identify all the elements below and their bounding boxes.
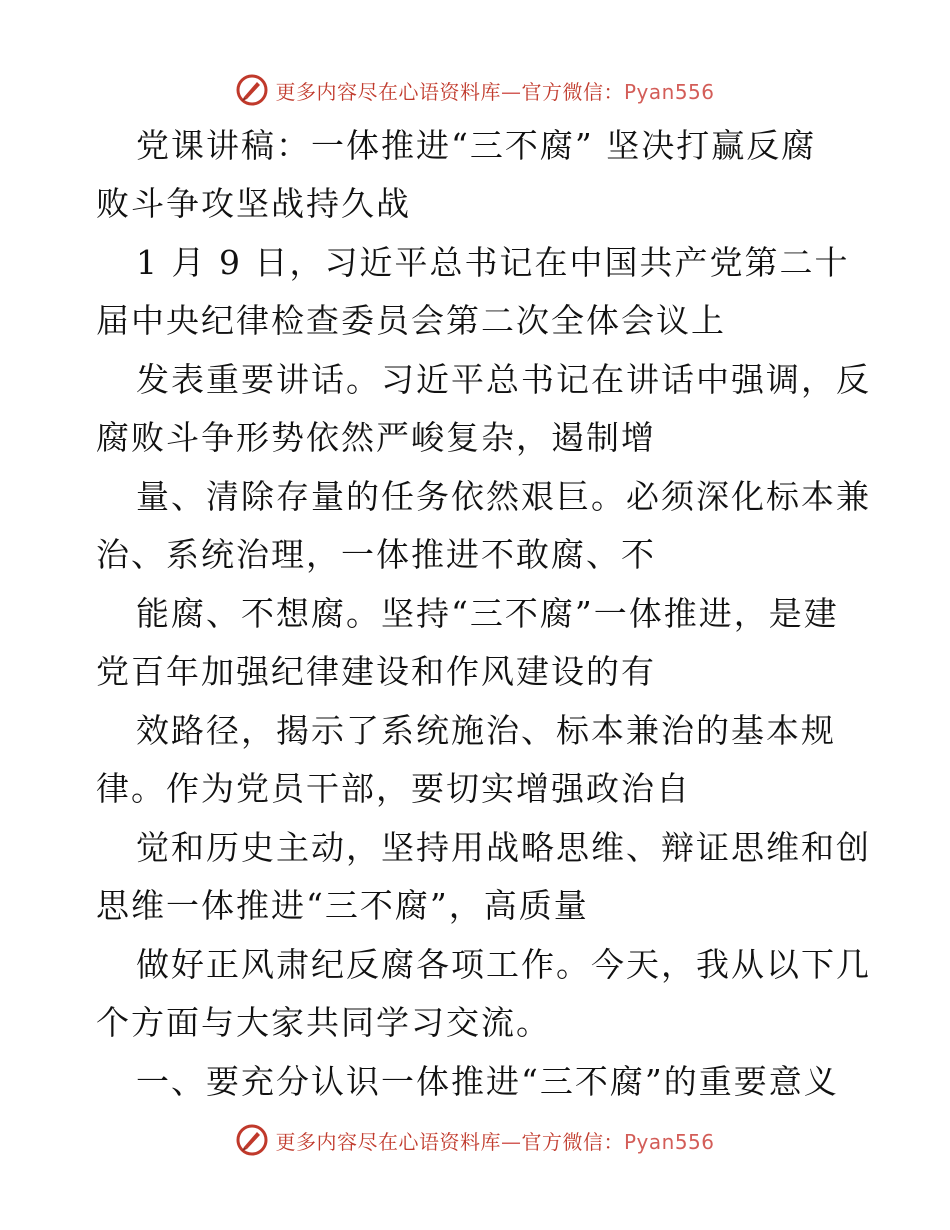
- watermark-text: [275, 1126, 714, 1155]
- document-text-line: 效路径，揭示了系统施治、标本兼治的基本规: [136, 711, 836, 750]
- watermark-official-text: 官方微信：: [521, 1129, 624, 1154]
- document-text-line: 个方面与大家共同学习交流。: [96, 1003, 551, 1042]
- document-text-line: 1 月 9 日，习近平总书记在中国共产党第二十: [136, 243, 850, 282]
- document-text-line: 发表重要讲话。习近平总书记在讲话中强调，反: [136, 360, 871, 399]
- document-title-line-2: 败斗争攻坚战持久战: [96, 184, 411, 223]
- quill-pen-logo-icon: [235, 1123, 269, 1157]
- section-heading: 一、要充分认识一体推进“三不腐”的重要意义: [136, 1062, 839, 1101]
- document-text-line: 届中央纪律检查委员会第二次全体会议上: [96, 301, 726, 340]
- document-text-line: 治、系统治理，一体推进不敢腐、不: [96, 535, 656, 574]
- document-text-line: 思维一体推进“三不腐”，高质量: [96, 886, 589, 925]
- watermark-site-text: 更多内容尽在心语资料库: [275, 79, 501, 104]
- watermark-banner-bottom: [0, 1120, 950, 1160]
- document-title-line-1: 党课讲稿：一体推进“三不腐” 坚决打赢反腐: [136, 126, 817, 165]
- document-text-line: 量、清除存量的任务依然艰巨。必须深化标本兼: [136, 477, 871, 516]
- document-text-line: 腐败斗争形势依然严峻复杂，遏制增: [96, 418, 656, 457]
- document-text-line: 党百年加强纪律建设和作风建设的有: [96, 652, 656, 691]
- document-text-line: 做好正风肃纪反腐各项工作。今天，我从以下几: [136, 945, 871, 984]
- watermark-separator: —: [500, 79, 522, 104]
- document-text-line: 能腐、不想腐。坚持“三不腐”一体推进，是建: [136, 594, 839, 633]
- document-text-line: 律。作为党员干部，要切实增强政治自: [96, 769, 691, 808]
- watermark-separator: —: [500, 1129, 522, 1154]
- document-text-line: 觉和历史主动，坚持用战略思维、辩证思维和创: [136, 828, 871, 867]
- watermark-account: Pyan556: [623, 79, 715, 104]
- watermark-site-text: 更多内容尽在心语资料库: [275, 1129, 501, 1154]
- watermark-official-text: 官方微信：: [521, 79, 624, 104]
- watermark-account: Pyan556: [623, 1129, 715, 1154]
